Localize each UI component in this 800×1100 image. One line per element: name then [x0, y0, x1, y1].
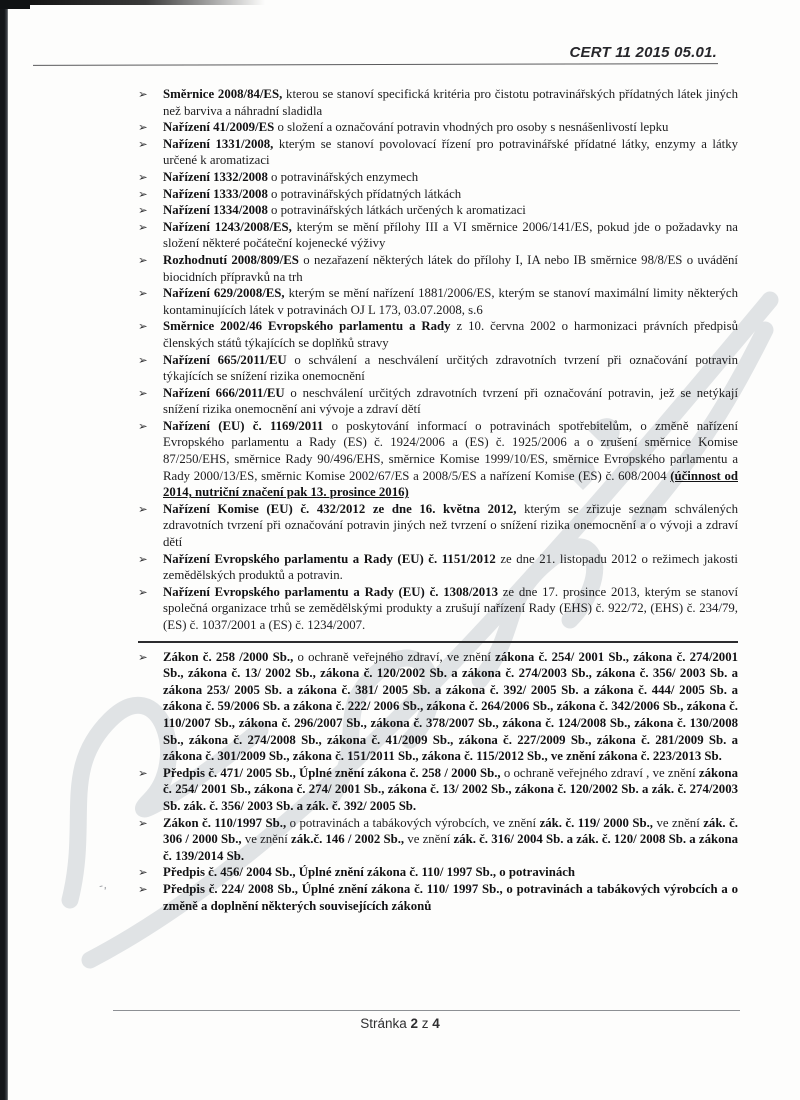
item-text: Nařízení 1332/2008 o potravinářských enzymech: [163, 169, 419, 184]
arrow-bullet-icon: ➢: [138, 203, 148, 218]
national-legislation-list: [138, 649, 738, 915]
list-item: [138, 584, 738, 634]
scan-left-edge: [0, 0, 8, 1100]
arrow-bullet-icon: ➢: [138, 551, 148, 566]
section-divider: [138, 641, 738, 643]
document-code: CERT 11 2015 05.01.: [569, 44, 717, 61]
list-item: [138, 119, 738, 136]
item-text: Předpis č. 224/ 2008 Sb., Úplné znění zákona č. 110/ 1997 Sb., o potravinách a tabákových výrobcích a o změně a doplnění některých souvisejících zákonů: [163, 881, 738, 913]
list-item: [138, 864, 738, 881]
item-text: Předpis č. 456/ 2004 Sb., Úplné znění zákona č. 110/ 1997 Sb., o potravinách: [163, 865, 576, 880]
arrow-bullet-icon: ➢: [138, 881, 148, 896]
page-number: [0, 1016, 800, 1031]
list-item: [138, 385, 738, 418]
arrow-bullet-icon: ➢: [138, 120, 148, 135]
list-item: [138, 285, 738, 318]
eu-legislation-list: [138, 86, 738, 634]
item-text: Nařízení 629/2008/ES, kterým se mění nařízení 1881/2006/ES, kterým se stanoví maximální limity některých kontaminujících látek v potravinách OJ L 173, 03.07.2008, s.6: [163, 286, 738, 317]
list-item: [138, 551, 738, 584]
page-number-separator: z: [421, 1016, 429, 1031]
list-item: [138, 881, 738, 914]
list-item: [138, 86, 738, 119]
scan-corner-artifact: [0, 0, 30, 9]
page-number-current: 2: [410, 1016, 418, 1031]
arrow-bullet-icon: ➢: [138, 501, 148, 516]
arrow-bullet-icon: ➢: [138, 385, 148, 400]
item-text: Směrnice 2008/84/ES, kterou se stanoví specifická kritéria pro čistotu potravinářských přídatných látek jiných než barviva a náhradní sladidla: [163, 87, 738, 118]
arrow-bullet-icon: ➢: [138, 584, 148, 599]
arrow-bullet-icon: ➢: [138, 649, 148, 664]
arrow-bullet-icon: ➢: [138, 765, 148, 780]
item-text: Nařízení 1243/2008/ES, kterým se mění přílohy III a VI směrnice 2006/141/ES, pokud jde o požadavky na složení některé počáteční kojenecké výživy: [163, 219, 738, 251]
list-item: [138, 318, 738, 351]
list-item: [138, 186, 738, 203]
item-text: Zákon č. 258 /2000 Sb., o ochraně veřejného zdraví, ve znění zákona č. 254/ 2001 Sb., zákona č. 274/2001 Sb., zákona č. 13/ 2002 Sb., zákona č. 120/2002 Sb. a zákona č. 274/2003 Sb., zákona č. 356/ 2003 Sb. a zákona 253/ 2005 Sb. a zákona č. 381/ 2005 Sb. a zákona č. 392/ 2005 Sb. a zákona č. 444/ 2005 Sb. a zákona č. 59/2006 Sb. a zákona č. 222/ 2006 Sb., zákona č. 264/2006 Sb., zákona č. 342/2006 Sb., zákona č. 110/2007 Sb., zákona č. 296/2007 Sb., zákona č. 378/2007 Sb., zákona č. 124/2008 Sb., zákona č. 130/2008 Sb., zákona č. 274/2008 Sb., zákona č. 41/2009 Sb., zákona č. 227/2009 Sb., zákona č. 281/2009 Sb. a zákona č. 301/2009 Sb., zákona č. 151/2011 Sb., zákona č. 115/2012 Sb., ve znění zákona č. 223/2013 Sb.: [163, 649, 738, 764]
list-item: [138, 649, 738, 765]
item-text: Nařízení Komise (EU) č. 432/2012 ze dne 16. května 2012, kterým se zřizuje seznam schválených zdravotních tvrzení při označování potravin jiných než tvrzení o snížení rizika onemocnění a o vývoji a zdraví dětí: [163, 501, 738, 550]
list-item: [138, 501, 738, 551]
arrow-bullet-icon: ➢: [138, 319, 148, 334]
list-item: [138, 202, 738, 219]
item-text: Rozhodnutí 2008/809/ES o nezařazení některých látek do přílohy I, IA nebo IB směrnice 98/8/ES o uvádění biocidních přípravků na trh: [163, 252, 738, 284]
arrow-bullet-icon: ➢: [138, 865, 148, 880]
scan-top-edge: [0, 0, 265, 5]
list-item: [138, 169, 738, 186]
arrow-bullet-icon: ➢: [138, 219, 148, 234]
item-text: Směrnice 2002/46 Evropského parlamentu a Rady z 10. června 2002 o harmonizaci právních předpisů členských států týkajících se doplňků stravy: [163, 319, 738, 350]
arrow-bullet-icon: ➢: [138, 136, 148, 151]
page-number-total: 4: [432, 1016, 440, 1031]
header-rule: [33, 63, 718, 66]
pencil-mark: -,: [97, 878, 108, 893]
arrow-bullet-icon: ➢: [138, 186, 148, 201]
arrow-bullet-icon: ➢: [138, 87, 148, 101]
list-item: [138, 418, 738, 501]
item-text: Nařízení 1334/2008 o potravinářských látkách určených k aromatizaci: [163, 203, 526, 218]
page-number-prefix: Stránka: [360, 1016, 407, 1031]
item-text: Nařízení Evropského parlamentu a Rady (EU) č. 1151/2012 ze dne 21. listopadu 2012 o režimech jakosti zemědělských produktů a potravin.: [163, 551, 738, 583]
list-item: [138, 352, 738, 385]
item-text: Nařízení 41/2009/ES o složení a označování potravin vhodných pro osoby s nesnášenlivostí lepku: [163, 120, 669, 135]
document-body: [138, 86, 738, 914]
item-text: Nařízení 1331/2008, kterým se stanoví povolovací řízení pro potravinářské přídatné látky, enzymy a látky určené k aromatizaci: [163, 136, 738, 168]
item-text: Nařízení 1333/2008 o potravinářských přídatných látkách: [163, 186, 462, 201]
item-text: Zákon č. 110/1997 Sb., o potravinách a tabákových výrobcích, ve znění zák. č. 119/ 2000 Sb., ve znění zák. č. 306 / 2000 Sb., ve znění zák.č. 146 / 2002 Sb., ve znění zák. č. 316/ 2004 Sb. a zák. č. 120/ 2008 Sb. a zákona č. 139/2014 Sb.: [163, 815, 738, 863]
item-text: Nařízení 666/2011/EU o neschválení určitých zdravotních tvrzení při označování potravin, jež se netýkají snížení rizika onemocnění ani vývoje a zdraví dětí: [163, 385, 738, 417]
arrow-bullet-icon: ➢: [138, 352, 148, 367]
item-text: Nařízení Evropského parlamentu a Rady (EU) č. 1308/2013 ze dne 17. prosince 2013, kterým se stanoví společná organizace trhů se zemědělskými produkty a zrušují nařízení Rady (EHS) č. 922/72, (EHS) č. 234/79, (ES) č. 1037/2001 a (ES) č. 1234/2007.: [163, 584, 738, 632]
list-item: [138, 136, 738, 169]
list-item: [138, 252, 738, 285]
list-item: [138, 219, 738, 252]
list-item: [138, 815, 738, 865]
arrow-bullet-icon: ➢: [138, 815, 148, 830]
arrow-bullet-icon: ➢: [138, 252, 148, 267]
arrow-bullet-icon: ➢: [138, 169, 148, 184]
list-item: [138, 765, 738, 815]
footer-rule: [113, 1010, 740, 1011]
item-text: Nařízení (EU) č. 1169/2011 o poskytování informací o potravinách spotřebitelům, o změně nařízení Evropského parlamentu a Rady (ES) č. 1924/2006 a (ES) č. 1925/2006 a o zrušení směrnice Komise 87/250/EHS, směrnice Rady 90/496/EHS, směrnice Komise 1999/10/ES, směrnice Evropského parlamentu a Rady 2000/13/ES, směrnic Komise 2002/67/ES a 2008/5/ES a nařízení Komise (ES) č. 608/2004 (účinnost od 2014, nutriční značení pak 13. prosince 2016): [163, 418, 738, 500]
item-text: Nařízení 665/2011/EU o schválení a neschválení určitých zdravotních tvrzení při označování potravin týkajících se snížení rizika onemocnění: [163, 352, 738, 384]
arrow-bullet-icon: ➢: [138, 286, 148, 301]
item-text: Předpis č. 471/ 2005 Sb., Úplné znění zákona č. 258 / 2000 Sb., o ochraně veřejného zdraví , ve znění zákona č. 254/ 2001 Sb., zákona č. 274/ 2001 Sb., zákona č. 13/ 2002 Sb., zákona č. 120/2002 Sb. a zák. č. 274/2003 Sb. zák. č. 356/ 2003 Sb. a zák. č. 392/ 2005 Sb.: [163, 765, 738, 813]
arrow-bullet-icon: ➢: [138, 418, 148, 433]
